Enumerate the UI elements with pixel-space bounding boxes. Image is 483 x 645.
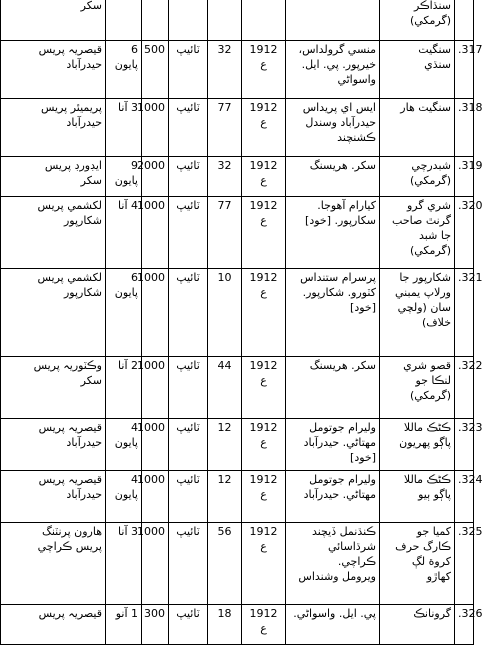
copy-count: 2000 (142, 157, 169, 197)
copy-count: 1000 (142, 471, 169, 523)
table-row (1, 357, 474, 419)
table-row (1, 419, 474, 471)
press-name (1, 523, 106, 605)
entry-number: .319 (455, 157, 474, 197)
press-name-line: قيصريہ پريس (38, 421, 102, 434)
print-type: ٽائيپ (169, 523, 208, 605)
author-publisher-line: خيرپور. پي. ايل. (301, 58, 376, 71)
author-publisher (286, 197, 380, 269)
price: 4 آنا (106, 197, 142, 269)
press-name (1, 197, 106, 269)
press-name-line: ايڊورڊ پريس (44, 159, 102, 172)
price (106, 0, 142, 41)
publication-year (242, 0, 286, 41)
book-title-line: (گرمکي) (409, 174, 451, 187)
press-name (1, 99, 106, 157)
author-publisher-line: واسواڻي (337, 73, 376, 86)
copy-count: 1000 (142, 99, 169, 157)
publication-year: 1912 ع (242, 523, 286, 605)
author-publisher-line: مهتاڻي. حيدرآباد (303, 488, 376, 501)
book-title-line: (گرمکي) (409, 244, 451, 257)
entry-number: .320 (455, 197, 474, 269)
author-publisher (286, 357, 380, 419)
page-count: 10 (208, 269, 242, 357)
author-publisher-line: [خود] (350, 451, 376, 464)
table-row (1, 523, 474, 605)
author-publisher-line: پي. ايل. واسواڻي. (293, 607, 376, 620)
author-publisher (286, 0, 380, 41)
author-publisher-line: حيدرآباد وسندل (305, 116, 376, 129)
press-name-line: قيصريہ پريس (38, 473, 102, 486)
press-name-line: سکر (80, 174, 102, 187)
author-publisher (286, 419, 380, 471)
press-name-line: حيدرآباد (66, 436, 102, 449)
publication-year: 1912 ع (242, 197, 286, 269)
press-name-line: هارون پرنٽنگ (41, 525, 102, 538)
price: 2 آنا (106, 357, 142, 419)
author-publisher-line: مهتاڻي. حيدرآباد (303, 436, 376, 449)
publication-year: 1912 ع (242, 605, 286, 645)
price: 6 پايون (106, 41, 142, 99)
book-title-line: ڪارگ حرف (395, 540, 451, 553)
print-type: ٽائيپ (169, 157, 208, 197)
table-row (1, 157, 474, 197)
table-row (1, 269, 474, 357)
press-name-line: حيدرآباد (66, 58, 102, 71)
author-publisher-line: پرسرام ستنداس (300, 271, 376, 284)
price: 4 پايون (106, 419, 142, 471)
book-title-line: پاڳو ٻيو (418, 488, 451, 501)
publication-year: 1912 ع (242, 99, 286, 157)
book-title-line: سنڌي (424, 58, 451, 71)
book-title-line: (گرمکي) (409, 14, 451, 27)
price: 6 پايون (106, 269, 142, 357)
author-publisher (286, 157, 380, 197)
author-publisher (286, 471, 380, 523)
press-name (1, 605, 106, 645)
page-count: 32 (208, 157, 242, 197)
price: 3 آنا (106, 99, 142, 157)
table-row (1, 99, 474, 157)
book-title-line: (گرمکي) (409, 389, 451, 402)
book-title-line: سان (ولچي (397, 301, 451, 314)
print-type: ٽائيپ (169, 197, 208, 269)
book-title-line: سنگيت (418, 43, 451, 56)
book-title-line: سنڌاڪر (414, 0, 451, 12)
print-type: ٽائيپ (169, 605, 208, 645)
press-name-line: پريميئر پريس (41, 101, 102, 114)
press-name (1, 0, 106, 41)
book-title (380, 605, 455, 645)
copy-count: 500 (142, 41, 169, 99)
print-type: ٽائيپ (169, 269, 208, 357)
copy-count: 1000 (142, 357, 169, 419)
author-publisher (286, 99, 380, 157)
page-count: 77 (208, 99, 242, 157)
entry-number: .326 (455, 605, 474, 645)
publication-year: 1912 ع (242, 41, 286, 99)
author-publisher-line: سکر. هريسنگ (309, 159, 376, 172)
author-publisher-line: وليرام جوتومل (309, 473, 376, 486)
publication-year: 1912 ع (242, 471, 286, 523)
author-publisher (286, 523, 380, 605)
book-title-line: پاڳو پهريون (399, 436, 451, 449)
table-row (1, 0, 474, 41)
book-title (380, 197, 455, 269)
entry-number (455, 0, 474, 41)
price: 9 پايون (106, 157, 142, 197)
entry-number: .322 (455, 357, 474, 419)
page-count: 56 (208, 523, 242, 605)
book-title (380, 157, 455, 197)
copy-count: 1000 (142, 523, 169, 605)
press-name-line: حيدرآباد (66, 116, 102, 129)
book-title (380, 357, 455, 419)
entry-number: .323 (455, 419, 474, 471)
book-title-line: ڪڻڪ ماللا (403, 421, 451, 434)
book-title (380, 419, 455, 471)
book-title-line: ڪڻڪ ماللا (403, 473, 451, 486)
print-type (169, 0, 208, 41)
author-publisher (286, 269, 380, 357)
page-count: 32 (208, 41, 242, 99)
print-type: ٽائيپ (169, 419, 208, 471)
book-title-line: شکارپور جا (399, 271, 451, 284)
page-count (208, 0, 242, 41)
press-name-line: شکارپور (63, 214, 102, 227)
copy-count: 1000 (142, 419, 169, 471)
book-title-line: کميا جو (416, 525, 451, 538)
publication-year: 1912 ع (242, 157, 286, 197)
press-name (1, 157, 106, 197)
press-name-line: حيدرآباد (66, 488, 102, 501)
print-type: ٽائيپ (169, 99, 208, 157)
book-title (380, 471, 455, 523)
author-publisher-line: کٽورو. شکارپور. (302, 286, 376, 299)
book-title (380, 523, 455, 605)
entry-number: .317 (455, 41, 474, 99)
press-name (1, 41, 106, 99)
author-publisher-line: کيارام آهوجا. (317, 199, 376, 212)
author-publisher (286, 41, 380, 99)
press-name-line: وڪٽوريہ پريس (33, 359, 102, 372)
press-name-line: سکر (80, 374, 102, 387)
publication-year: 1912 ع (242, 419, 286, 471)
price: 3 آنا (106, 523, 142, 605)
book-title-line: قصو شري (403, 359, 451, 372)
book-title-line: کروة لڳ (411, 555, 451, 568)
author-publisher-line: وليرام جوتومل (309, 421, 376, 434)
book-title-line: خلاف) (421, 316, 451, 329)
press-name-line: شکارپور (63, 286, 102, 299)
author-publisher-line: منسي گرولداس، (298, 43, 376, 56)
press-name-line: لکشمي پريس (37, 271, 102, 284)
table-row (1, 41, 474, 99)
price: 4 پايون (106, 471, 142, 523)
press-name-line: قيصريہ پريس (38, 43, 102, 56)
copy-count: 1000 (142, 269, 169, 357)
book-title (380, 41, 455, 99)
table-row (1, 197, 474, 269)
book-title-line: جا شبد (419, 229, 451, 242)
print-type: ٽائيپ (169, 471, 208, 523)
publication-year: 1912 ع (242, 269, 286, 357)
entry-number: .325 (455, 523, 474, 605)
book-title-line: گرنٿ صاحب (392, 214, 451, 227)
author-publisher (286, 605, 380, 645)
print-type: ٽائيپ (169, 357, 208, 419)
author-publisher-line: سکر. هريسنگ (309, 359, 376, 372)
print-type: ٽائيپ (169, 41, 208, 99)
copy-count (142, 0, 169, 41)
author-publisher-line: سکارپور. [خود] (305, 214, 376, 227)
press-name-line: سکر (80, 0, 102, 12)
book-title-line: گرونانڪ (413, 607, 451, 620)
copy-count: 300 (142, 605, 169, 645)
book-title (380, 99, 455, 157)
page-count: 77 (208, 197, 242, 269)
entry-number: .318 (455, 99, 474, 157)
price: 1 آنو (106, 605, 142, 645)
table-row (1, 605, 474, 645)
press-name (1, 471, 106, 523)
page-count: 44 (208, 357, 242, 419)
book-title-line: کهاڙو (426, 570, 451, 583)
press-name-line: لکشمي پريس (37, 199, 102, 212)
book-title-line: شبدرچي (411, 159, 451, 172)
book-title-line: ورلاپ يمبني (395, 286, 451, 299)
book-title-line: لنڪا جو (415, 374, 451, 387)
author-publisher-line: شرڌاسائي ڪراچي. (327, 540, 376, 568)
author-publisher-line: ويرومل وشنداس (298, 570, 376, 583)
press-name (1, 419, 106, 471)
author-publisher-line: ايس اي پريداس (302, 101, 376, 114)
book-title-line: شري گرو (406, 199, 451, 212)
publication-year: 1912 ع (242, 357, 286, 419)
entry-number: .321 (455, 269, 474, 357)
press-name (1, 357, 106, 419)
author-publisher-line: [خود] (350, 301, 376, 314)
page-count: 18 (208, 605, 242, 645)
book-title-line: سنگيت هار (400, 101, 451, 114)
book-title (380, 0, 455, 41)
author-publisher-line: ڪشنچند (337, 131, 376, 144)
page-count: 12 (208, 471, 242, 523)
entry-number: .324 (455, 471, 474, 523)
page-count: 12 (208, 419, 242, 471)
table-row (1, 471, 474, 523)
book-title (380, 269, 455, 357)
copy-count: 1000 (142, 197, 169, 269)
press-name-line: قيصريہ پريس (38, 607, 102, 620)
press-name (1, 269, 106, 357)
press-name-line: پريس ڪراچي (37, 540, 102, 553)
author-publisher-line: ڪنڌنمل ڏيچند (311, 525, 376, 538)
